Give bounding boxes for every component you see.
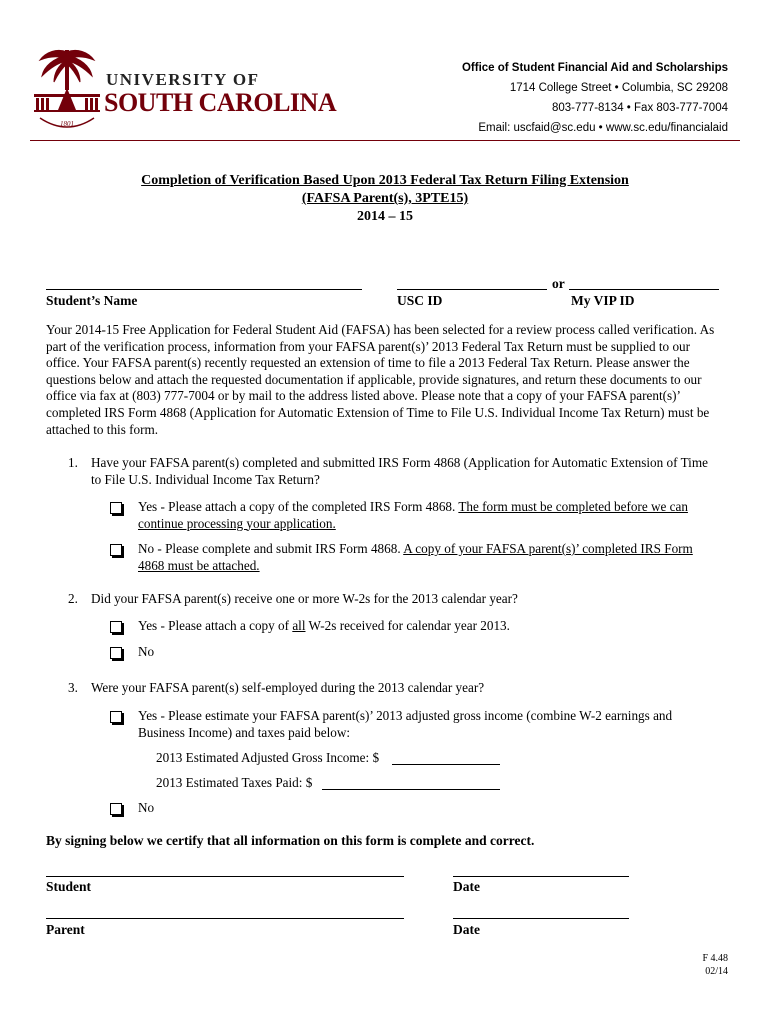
q2-number: 2. (68, 591, 78, 606)
q1-yes-note: The form must be completed before we can continue processing your application. (138, 499, 688, 531)
university-line2: SOUTH CAROLINA (104, 88, 337, 117)
q1-yes-checkbox[interactable] (110, 502, 122, 514)
q1-yes-text: Yes - Please attach a copy of the completed IRS Form 4868. (138, 499, 459, 514)
agi-label: 2013 Estimated Adjusted Gross Income: $ (156, 750, 380, 765)
form-code (702, 952, 728, 978)
taxes-label: 2013 Estimated Taxes Paid: $ (156, 775, 313, 790)
office-address: 1714 College Street • Columbia, SC 29208 (509, 82, 728, 94)
usc-logo (32, 44, 102, 130)
parent-date-label: Date (453, 922, 480, 937)
university-line1: UNIVERSITY OF (106, 70, 260, 89)
q2-text: Did your FAFSA parent(s) receive one or more W-2s for the 2013 calendar year? (91, 591, 518, 606)
title-line1: Completion of Verification Based Upon 2013 Federal Tax Return Filing Extension (141, 173, 629, 188)
student-date-field[interactable] (453, 876, 629, 877)
title-year: 2014 – 15 (357, 209, 413, 224)
taxes-field[interactable] (322, 789, 500, 790)
q1-no-option (138, 541, 718, 574)
or-label: or (552, 276, 565, 291)
student-name-label: Student’s Name (46, 293, 138, 308)
agi-field[interactable] (392, 764, 500, 765)
seal-year: 1801 (60, 120, 74, 128)
q3-no-checkbox[interactable] (110, 803, 122, 815)
q1-no-note: A copy of your FAFSA parent(s)’ completed IRS Form 4868 must be attached. (138, 541, 693, 573)
q3-yes-text: Yes - Please estimate your FAFSA parent(s)’ 2013 adjusted gross income (combine W-2 earnings and Business Income) and taxes paid below: (138, 708, 673, 740)
q2-yes-checkbox[interactable] (110, 621, 122, 633)
office-phone: 803-777-8134 • Fax 803-777-7004 (551, 102, 728, 114)
vip-id-label: My VIP ID (571, 293, 635, 308)
title-line2: (FAFSA Parent(s), 3PTE15) (301, 191, 469, 206)
intro-paragraph: Your 2014-15 Free Application for Federal Student Aid (FAFSA) has been selected for a review process called verification. As part of the verification process, information from your FAFSA parent(s)’ 2013 Federal Tax Return must be supplied to our office. Your FAFSA parent(s) recently requested an extension of time to file a 2013 Federal Tax Return. Please answer the questions below and attach the requested documentation if applicable, provide signatures, and return these documents to our office via fax at (803) 777-7004 or by mail to the address listed above. Please note that a copy of your FAFSA parent(s)’ completed IRS Form 4868 (Application for Automatic Extension of Time to File U.S. Individual Income Tax Return) must be attached to this form. (46, 322, 715, 437)
q2-yes-pre: Yes - Please attach a copy of (138, 618, 293, 633)
office-email: Email: uscfaid@sc.edu • www.sc.edu/financialaid (478, 122, 728, 134)
q2-no-checkbox[interactable] (110, 647, 122, 659)
form-revision: 02/14 (705, 966, 728, 977)
q1-no-checkbox[interactable] (110, 544, 122, 556)
form-title (0, 172, 770, 226)
q2-yes-option (138, 618, 718, 635)
parent-signature-label: Parent (46, 922, 85, 937)
q1-yes-option (138, 499, 728, 532)
q2-yes-post: W-2s received for calendar year 2013. (305, 618, 510, 633)
office-address-block (368, 58, 728, 138)
office-name: Office of Student Financial Aid and Scholarships (461, 62, 728, 74)
q2-no-text: No (138, 644, 155, 659)
student-name-field[interactable] (46, 289, 362, 290)
q1-no-text: No - Please complete and submit IRS Form 4868. (138, 541, 404, 556)
student-date-label: Date (453, 879, 480, 894)
q3-no-text: No (138, 800, 155, 815)
q3-text: Were your FAFSA parent(s) self-employed during the 2013 calendar year? (91, 680, 485, 695)
q3-yes-checkbox[interactable] (110, 711, 122, 723)
q1-number: 1. (68, 455, 78, 470)
certify-statement: By signing below we certify that all information on this form is complete and correct. (46, 833, 535, 848)
usc-id-field[interactable] (397, 289, 547, 290)
vip-id-field[interactable] (569, 289, 719, 290)
q1-text: Have your FAFSA parent(s) completed and submitted IRS Form 4868 (Application for Automatic Extension of Time to File U.S. Individual Income Tax Return? (91, 455, 708, 487)
student-signature-field[interactable] (46, 876, 404, 877)
parent-signature-field[interactable] (46, 918, 404, 919)
student-signature-label: Student (46, 879, 92, 894)
palmetto-seal-icon (32, 44, 102, 130)
usc-id-label: USC ID (397, 293, 443, 308)
header-divider (30, 140, 740, 141)
form-number: F 4.48 (702, 953, 728, 964)
q3-number: 3. (68, 680, 78, 695)
parent-date-field[interactable] (453, 918, 629, 919)
q2-yes-all: all (292, 618, 306, 633)
